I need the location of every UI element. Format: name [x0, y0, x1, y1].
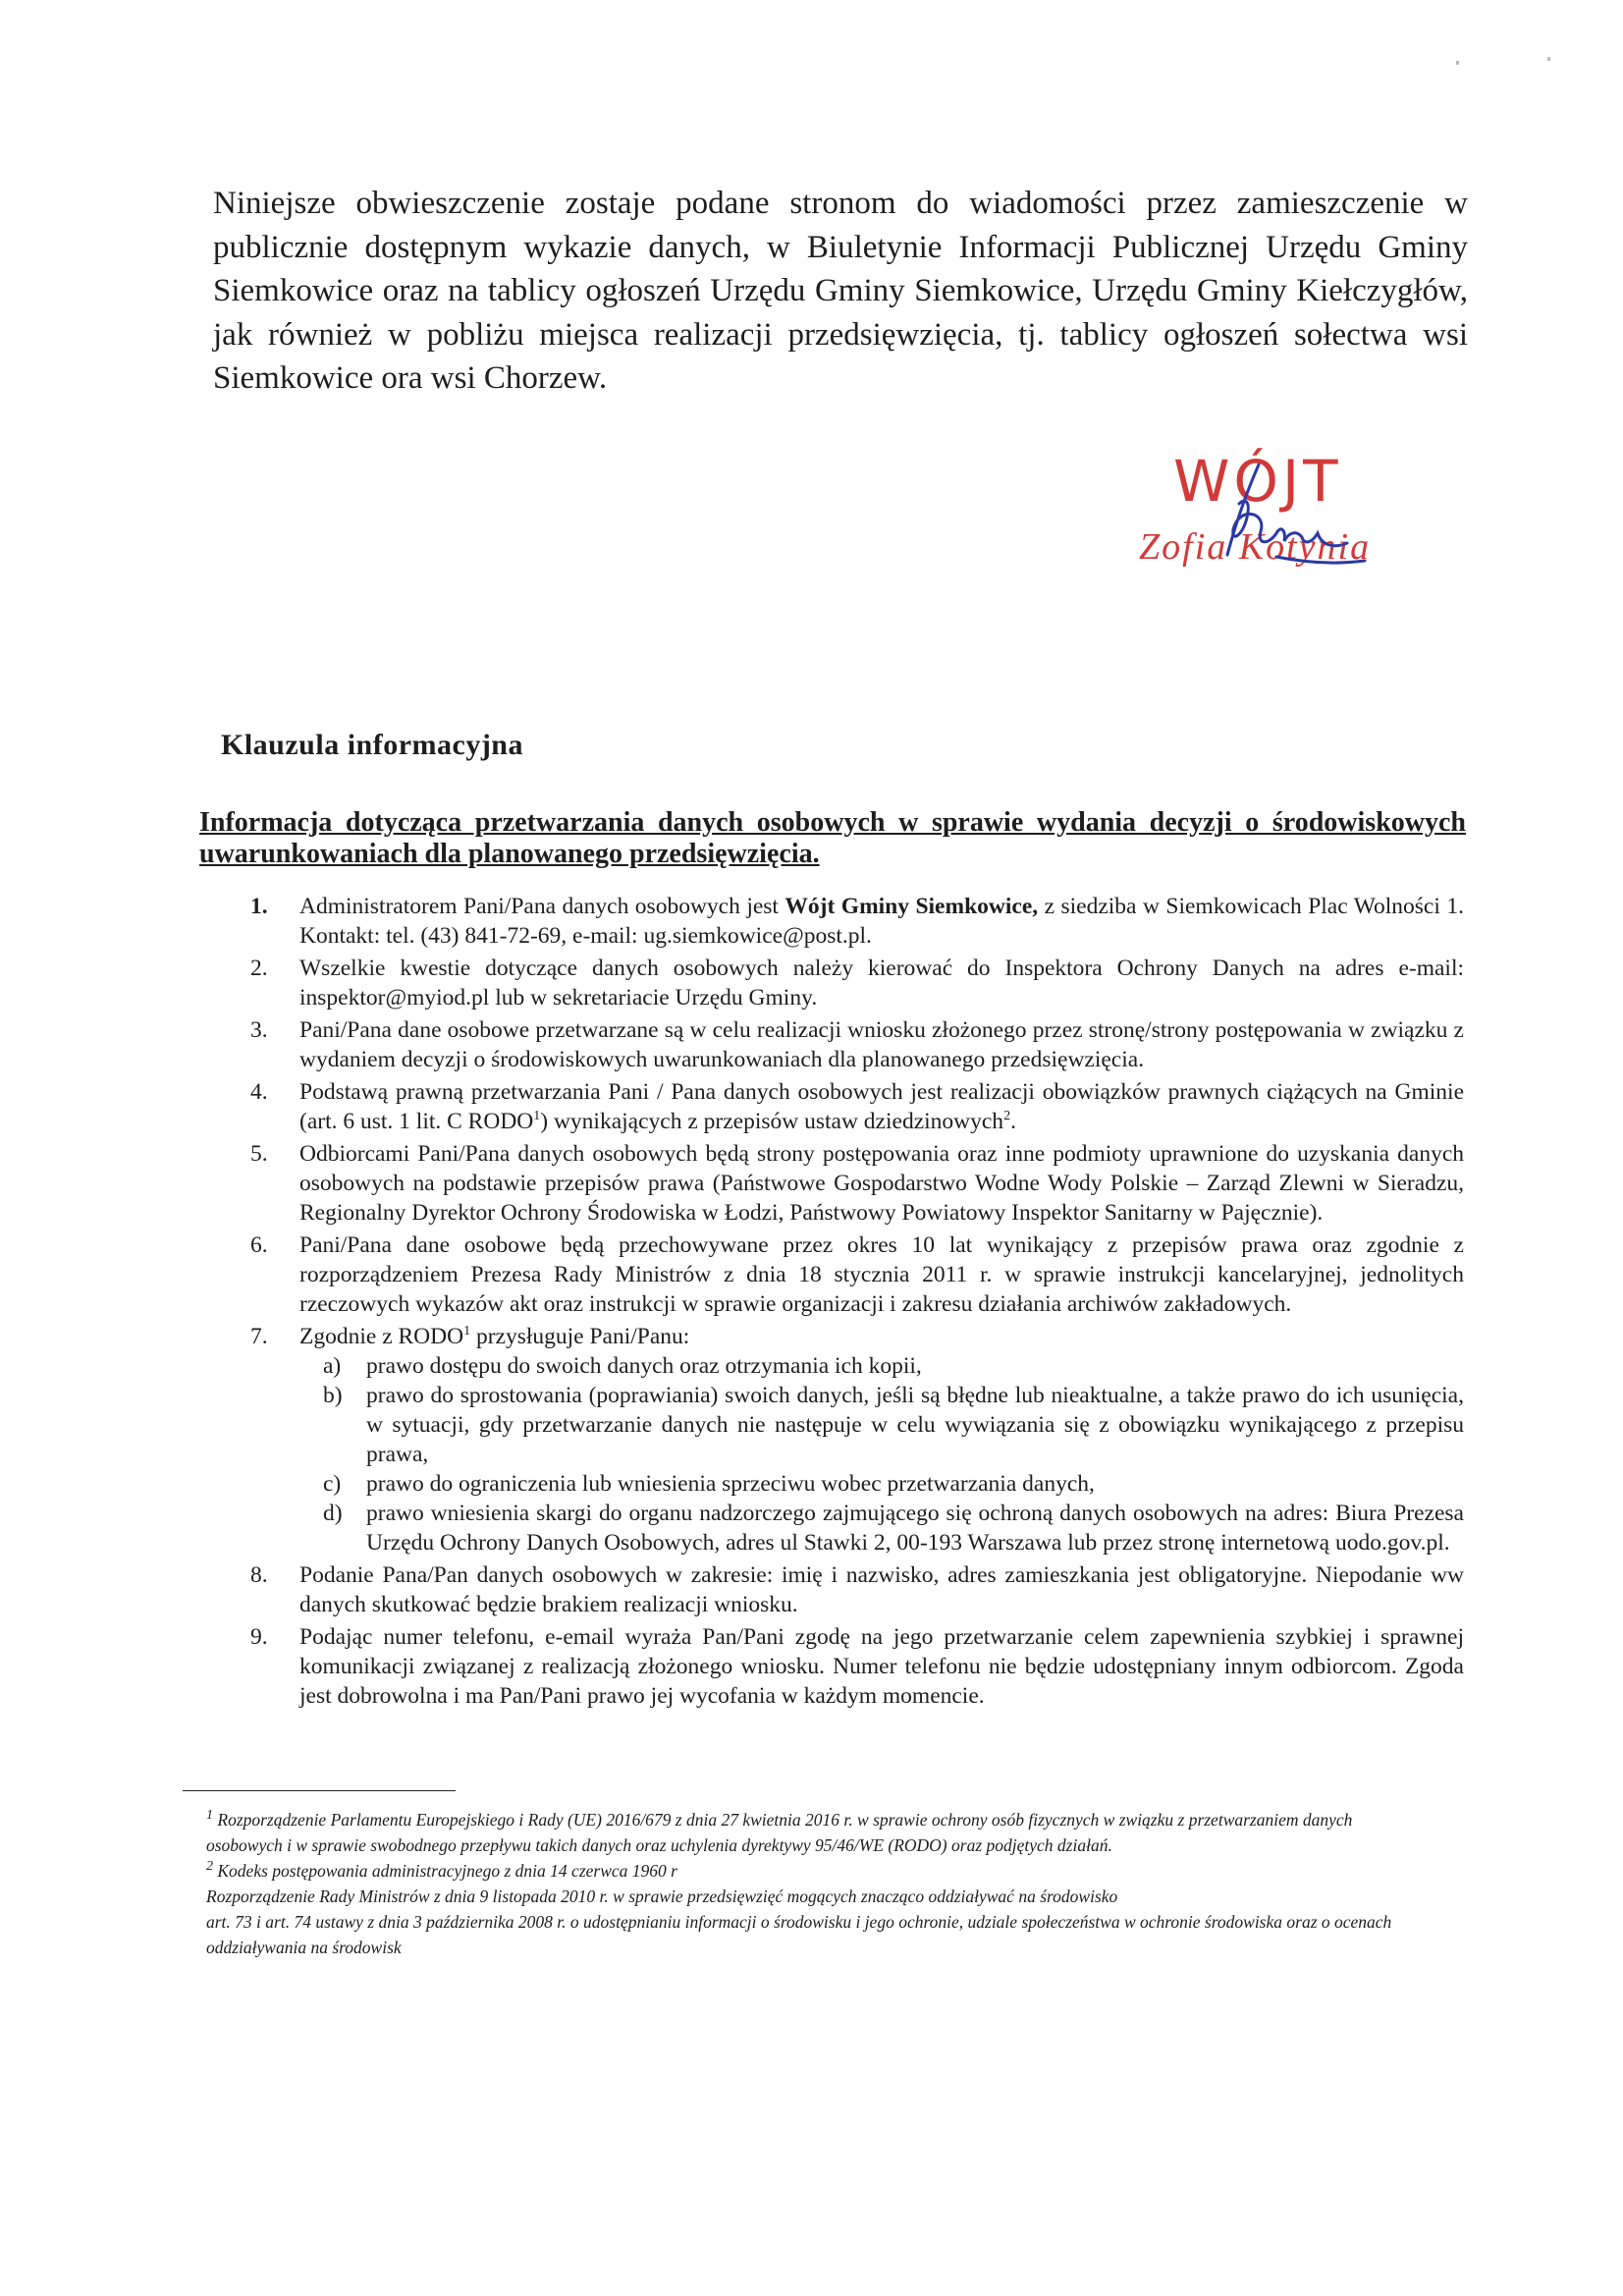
item-number: 9. — [250, 1624, 268, 1650]
item-text: Wszelkie kwestie dotyczące danych osobowych należy kierować do Inspektora Ochrony Danych na adres e-mail: inspektor@myiod.pl lub w sekretariacie Urzędu Gminy. — [299, 956, 1464, 1011]
sub-item-text: prawo do sprostowania (poprawiania) swoich danych, jeśli są błędne lub nieaktualne, a także prawo do ich usunięcia, w sytuacji, gdy przetwarzanie danych nie następuje w celu wywiązania się z obowiązku wynikającego z przepisu prawa, — [366, 1383, 1464, 1467]
item-number: 4. — [250, 1079, 268, 1105]
sub-item — [311, 1381, 1464, 1469]
scan-speck — [1456, 61, 1459, 65]
list-item — [211, 892, 1464, 951]
scan-speck — [1547, 57, 1550, 61]
administrator-name: Wójt Gminy Siemkowice, — [784, 894, 1039, 919]
item-number: 3. — [250, 1017, 268, 1043]
list-item — [211, 1622, 1464, 1711]
sub-item-text: prawo dostępu do swoich danych oraz otrzymania ich kopii, — [366, 1353, 922, 1379]
footnote-text: Rozporządzenie Parlamentu Europejskiego i Rady (UE) 2016/679 z dnia 27 kwietnia 2016 r. w sprawie ochrony osób fizycznych w związku z przetwarzaniem danych osobowych i w sprawie swobodnego przepływu takich danych oraz uchylenia dyrektywy 95/46/WE (RODO) oraz podjętych działań. — [206, 1810, 1353, 1855]
item-text: ) wynikających z przepisów ustaw dziedzinowych — [540, 1109, 1004, 1134]
footnote-4: art. 73 i art. 74 ustawy z dnia 3 października 2008 r. o udostępnianiu informacji o środowisku i jego ochronie, udziale społeczeństwa w ochronie środowiska oraz o ocenach oddziaływania na środowisk — [206, 1912, 1392, 1957]
item-text: Administratorem Pani/Pana danych osobowych jest — [299, 894, 785, 919]
footnotes — [206, 1807, 1404, 1960]
footnote-1 — [206, 1807, 1404, 1858]
footnote-mark: 2 — [206, 1859, 213, 1875]
footnote-ref: 2 — [1003, 1109, 1011, 1124]
footnote-ref: 1 — [463, 1324, 471, 1339]
item-text: Pani/Pana dane osobowe przetwarzane są w celu realizacji wniosku złożonego przez stronę/strony postępowania w związku z wydaniem decyzji o środowiskowych uwarunkowaniach dla planowanego przedsięwzięcia. — [299, 1017, 1464, 1072]
list-item — [211, 1015, 1464, 1074]
item-number: 6. — [250, 1232, 268, 1258]
sub-item-letter: c) — [323, 1471, 342, 1497]
sub-item — [311, 1351, 1464, 1381]
sub-item — [311, 1469, 1464, 1499]
item-text: przysługuje Pani/Panu: — [470, 1324, 690, 1349]
stamp-name: Zofia Kotynia — [1139, 526, 1372, 568]
list-item — [211, 954, 1464, 1012]
item-text: Podając numer telefonu, e-email wyraża Pan/Pani zgodę na jego przetwarzanie celem zapewnienia szybkiej i sprawnej komunikacji związanej z realizacją złożonego wniosku. Numer telefonu nie będzie udostępniany innym odbiorcom. Zgoda jest dobrowolna i ma Pan/Pani prawo jej wycofania w każdym momencie. — [299, 1624, 1464, 1709]
item-text: Pani/Pana dane osobowe będą przechowywane przez okres 10 lat wynikający z przepisów prawa oraz zgodnie z rozporządzeniem Prezesa Rady Ministrów z dnia 18 stycznia 2011 r. w sprawie instrukcji kancelaryjnej, jednolitych rzeczowych wykazów akt oraz instrukcji w sprawie organizacji i zakresu działania archiwów zakładowych. — [299, 1232, 1464, 1317]
item-number: 2. — [250, 956, 268, 981]
item-text: z siedziba w Siemkowicach Plac Wolności 1. Kontakt: tel. (43) 841-72-69, e-mail: ug.siemkowice@post.pl. — [299, 894, 1464, 949]
list-item — [211, 1322, 1464, 1558]
sub-item-letter: a) — [323, 1353, 342, 1379]
sub-item-text: prawo do ograniczenia lub wniesienia sprzeciwu wobec przetwarzania danych, — [366, 1471, 1095, 1497]
lead-paragraph: Niniejsze obwieszczenie zostaje podane stronom do wiadomości przez zamieszczenie w publicznie dostępnym wykazie danych, w Biuletynie Informacji Publicznej Urzędu Gminy Siemkowice oraz na tablicy ogłoszeń Urzędu Gminy Siemkowice, Urzędu Gminy Kiełczygłów, jak również w pobliżu miejsca realizacji przedsięwzięcia, tj. tablicy ogłoszeń sołectwa wsi Siemkowice ora wsi Chorzew. — [213, 186, 1468, 396]
sub-item — [311, 1499, 1464, 1558]
item-number: 8. — [250, 1562, 268, 1588]
footnote-3: Rozporządzenie Rady Ministrów z dnia 9 listopada 2010 r. w sprawie przedsięwzięć mogących znacząco oddziaływać na środowisko — [206, 1886, 1118, 1906]
item-text: Zgodnie z RODO — [299, 1324, 464, 1349]
footnote-text: Kodeks postępowania administracyjnego z dnia 14 czerwca 1960 r — [217, 1861, 677, 1881]
clause-title: Klauzula informacyjna — [221, 729, 523, 761]
footnote-separator — [183, 1790, 456, 1791]
list-item — [211, 1560, 1464, 1619]
item-number: 7. — [250, 1324, 268, 1349]
stamp-title: WÓJT — [1173, 448, 1342, 515]
footnote-ref: 1 — [533, 1109, 541, 1124]
item-number: 1. — [250, 894, 268, 919]
list-item — [211, 1230, 1464, 1319]
list-item — [211, 1077, 1464, 1136]
clause-subject: Informacja dotycząca przetwarzania danych osobowych w sprawie wydania decyzji o środowiskowych uwarunkowaniach dla planowanego przedsięwzięcia. — [199, 807, 1466, 869]
footnote-2 — [206, 1858, 1404, 1884]
handwritten-signature — [1129, 447, 1384, 594]
item-text: Podstawą prawną przetwarzania Pani / Pana danych osobowych jest realizacji obowiązków prawnych ciążących na Gminie (art. 6 ust. 1 lit. C RODO — [299, 1079, 1464, 1134]
item-number: 5. — [250, 1141, 268, 1167]
sub-item-text: prawo wniesienia skargi do organu nadzorczego zajmującego się ochroną danych osobowych na adres: Biura Prezesa Urzędu Ochrony Danych Osobowych, adres ul Stawki 2, 00-193 Warszawa lub przez stronę internetową uodo.gov.pl. — [366, 1501, 1464, 1556]
sub-item-letter: b) — [323, 1383, 343, 1408]
information-list — [211, 892, 1464, 1714]
sub-item-letter: d) — [323, 1501, 343, 1526]
item-text: . — [1010, 1109, 1016, 1134]
item-text: Podanie Pana/Pan danych osobowych w zakresie: imię i nazwisko, adres zamieszkania jest obligatoryjne. Niepodanie ww danych skutkować będzie brakiem realizacji wniosku. — [299, 1562, 1464, 1617]
official-stamp — [1129, 447, 1384, 594]
footnote-mark: 1 — [206, 1808, 213, 1824]
list-item — [211, 1139, 1464, 1228]
item-text: Odbiorcami Pani/Pana danych osobowych będą strony postępowania oraz inne podmioty uprawnione do uzyskania danych osobowych na podstawie przepisów prawa (Państwowe Gospodarstwo Wodne Wody Polskie – Zarząd Zlewni w Sieradzu, Regionalny Dyrektor Ochrony Środowiska w Łodzi, Państwowy Powiatowy Inspektor Sanitarny w Pajęcznie). — [299, 1141, 1464, 1226]
